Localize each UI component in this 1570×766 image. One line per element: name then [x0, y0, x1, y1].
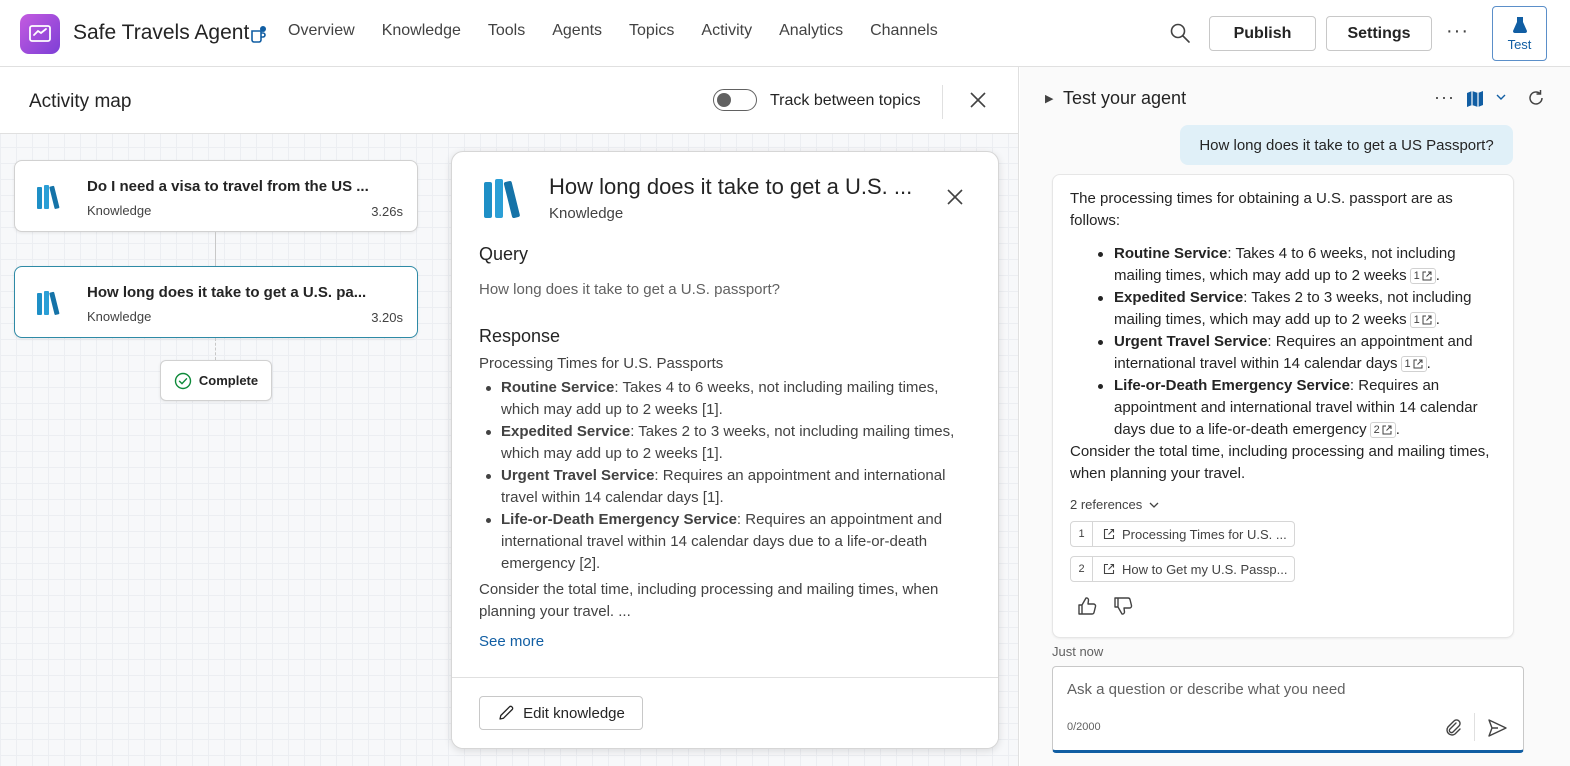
detail-footer: [452, 677, 999, 749]
edit-knowledge-button[interactable]: [479, 696, 643, 730]
list-item: [501, 377, 969, 421]
external-link-icon: [1382, 425, 1392, 435]
reference-title: How to Get my U.S. Passp...: [1122, 561, 1288, 577]
app-title: Safe Travels Agent: [73, 21, 250, 44]
top-bar: [0, 0, 1570, 67]
test-agent-panel: [1020, 67, 1570, 766]
collapse-chevron-icon[interactable]: ▶: [1045, 93, 1054, 105]
response-consider: Consider the total time, including processing and mailing times, when planning your travel. ...: [479, 581, 939, 620]
nav-overview[interactable]: Overview: [288, 22, 355, 39]
item-text: : Requires an appointment and international travel within 14 calendar days due to a life-or-death emergency: [1114, 377, 1478, 438]
test-button[interactable]: [1492, 6, 1547, 61]
item-label: Life-or-Death Emergency Service: [1114, 377, 1350, 394]
list-item: Expedited Service: Takes 2 to 3 weeks, not including mailing times, which may add up to 2 weeks 1 .: [1114, 287, 1506, 331]
nav-topics[interactable]: Topics: [629, 22, 675, 39]
message-timestamp: Just now: [1052, 644, 1104, 659]
close-activity-map-icon[interactable]: [966, 88, 990, 112]
node-connector: [215, 338, 216, 360]
node-duration: 3.20s: [371, 310, 403, 325]
external-link-icon: [1422, 315, 1432, 325]
attach-icon[interactable]: [1443, 717, 1463, 737]
complete-node: [160, 360, 272, 401]
nav-channels[interactable]: Channels: [870, 22, 938, 39]
item-label: Expedited Service: [1114, 289, 1244, 306]
citation-number: 1: [1413, 314, 1420, 326]
check-circle-icon: [174, 372, 192, 390]
reference-chip[interactable]: [1070, 556, 1295, 582]
response-heading: Response: [479, 326, 561, 346]
nav-agents[interactable]: Agents: [552, 22, 603, 39]
more-options-icon[interactable]: ···: [1434, 87, 1455, 107]
item-text: : Takes 2 to 3 weeks, not including mailing times, which may add up to 2 weeks: [1114, 289, 1472, 328]
node-type: Knowledge: [87, 203, 152, 218]
citation-badge[interactable]: [1370, 422, 1396, 438]
map-icon[interactable]: [1466, 90, 1484, 108]
list-item: [501, 465, 969, 509]
list-item: [501, 421, 969, 465]
send-icon[interactable]: [1486, 717, 1508, 739]
item-text: : Requires an appointment and international travel within 14 calendar days [1].: [501, 467, 946, 506]
list-item: Life-or-Death Emergency Service: Requires an appointment and international travel within 14 calendar days due to a life-or-death emergency 2 .: [1114, 375, 1506, 441]
test-button-label: Test: [1507, 36, 1532, 52]
nav-activity[interactable]: Activity: [701, 22, 753, 39]
search-icon[interactable]: [1168, 21, 1192, 45]
node-type: Knowledge: [87, 309, 152, 324]
track-between-topics-label: Track between topics: [770, 92, 921, 109]
input-divider: [1474, 713, 1475, 741]
nav-knowledge[interactable]: Knowledge: [381, 22, 461, 39]
bot-list: [1070, 243, 1506, 441]
thumbs-down-icon[interactable]: [1112, 595, 1134, 617]
detail-body[interactable]: [479, 244, 969, 660]
reference-chip[interactable]: [1070, 521, 1295, 547]
activity-node-visa[interactable]: [14, 160, 418, 232]
item-label: Life-or-Death Emergency Service: [501, 511, 737, 528]
external-link-icon: [1413, 359, 1423, 369]
external-link-icon: [1103, 528, 1115, 540]
item-label: Urgent Travel Service: [1114, 333, 1268, 350]
item-label: Urgent Travel Service: [501, 467, 655, 484]
activity-map-panel: [0, 67, 1019, 766]
citation-number: 1: [1413, 270, 1420, 282]
settings-button[interactable]: Settings: [1326, 16, 1432, 51]
item-text: : Requires an appointment and international travel within 14 calendar days: [1114, 333, 1473, 372]
reference-number: 2: [1071, 557, 1093, 581]
more-options-icon[interactable]: ···: [1446, 20, 1469, 42]
item-label: Routine Service: [1114, 245, 1228, 262]
edit-knowledge-label: Edit knowledge: [523, 704, 625, 722]
pencil-icon: [497, 704, 515, 722]
node-connector: [215, 232, 216, 266]
refresh-icon[interactable]: [1526, 88, 1546, 108]
user-message: How long does it take to get a US Passport?: [1180, 125, 1513, 165]
item-label: Routine Service: [501, 379, 615, 396]
nav-tools[interactable]: Tools: [487, 22, 526, 39]
bot-message: [1052, 174, 1514, 638]
test-panel-title: Test your agent: [1063, 88, 1187, 108]
item-text: : Requires an appointment and international travel within 14 calendar days due to a life-or-death emergency [2].: [501, 511, 943, 572]
query-text: How long does it take to get a U.S. passport?: [479, 281, 781, 298]
agent-status-icon[interactable]: [247, 23, 269, 45]
list-item: [501, 509, 969, 575]
activity-map-title: Activity map: [29, 91, 132, 112]
bot-intro: The processing times for obtaining a U.S. passport are as follows:: [1070, 190, 1453, 229]
see-more-link[interactable]: See more: [479, 633, 545, 650]
node-duration: 3.26s: [371, 204, 403, 219]
citation-badge[interactable]: [1410, 268, 1436, 284]
item-text: : Takes 4 to 6 weeks, not including mailing times, which may add up to 2 weeks [1].: [501, 379, 939, 418]
reference-number: 1: [1071, 522, 1093, 546]
node-title: Do I need a visa to travel from the US ...: [87, 178, 369, 195]
flask-icon: [1512, 16, 1528, 34]
bot-consider: Consider the total time, including processing and mailing times, when planning your travel.: [1070, 443, 1490, 482]
chat-input[interactable]: [1067, 681, 1507, 698]
publish-button[interactable]: Publish: [1209, 16, 1316, 51]
item-label: Expedited Service: [501, 423, 631, 440]
node-title: How long does it take to get a U.S. pa...: [87, 284, 367, 301]
reference-title: Processing Times for U.S. ...: [1122, 526, 1287, 542]
response-list: [479, 377, 969, 575]
detail-type: Knowledge: [549, 205, 624, 222]
item-text: : Takes 4 to 6 weeks, not including mailing times, which may add up to 2 weeks: [1114, 245, 1456, 284]
agent-logo-icon: [27, 21, 53, 47]
app-logo: [20, 14, 60, 54]
header-divider: [942, 85, 943, 119]
citation-number: 1: [1404, 358, 1411, 370]
external-link-icon: [1103, 563, 1115, 575]
chat-input-box: [1052, 666, 1524, 753]
item-text: : Takes 2 to 3 weeks, not including mailing times, which may add up to 2 weeks [1].: [501, 423, 955, 462]
close-detail-icon[interactable]: [944, 186, 966, 208]
references-label: 2 references: [1070, 497, 1143, 512]
query-heading: Query: [479, 244, 529, 264]
list-item: Urgent Travel Service: Requires an appointment and international travel within 14 calendar days 1 .: [1114, 331, 1506, 375]
knowledge-books-icon: [35, 181, 67, 213]
activity-node-passport[interactable]: [14, 266, 418, 338]
citation-number: 2: [1373, 424, 1380, 436]
thumbs-up-icon[interactable]: [1076, 595, 1098, 617]
external-link-icon: [1422, 271, 1432, 281]
complete-label: Complete: [198, 373, 259, 388]
activity-map-header: [0, 67, 1018, 134]
list-item: Routine Service: Takes 4 to 6 weeks, not including mailing times, which may add up to 2 weeks 1 .: [1114, 243, 1506, 287]
toggle-knob: [717, 93, 731, 107]
knowledge-books-icon: [482, 176, 528, 220]
citation-badge[interactable]: [1401, 356, 1427, 372]
track-between-topics-toggle[interactable]: [713, 89, 757, 111]
knowledge-books-icon: [35, 287, 67, 319]
detail-title: How long does it take to get a U.S. ...: [549, 174, 913, 199]
main-nav: [288, 22, 965, 40]
response-subtitle: Processing Times for U.S. Passports: [479, 355, 724, 372]
knowledge-detail-card: [451, 151, 999, 749]
chevron-down-icon[interactable]: [1495, 91, 1507, 103]
references-toggle[interactable]: [1070, 497, 1160, 512]
citation-badge[interactable]: [1410, 312, 1436, 328]
nav-analytics[interactable]: Analytics: [779, 22, 844, 39]
char-count: 0/2000: [1067, 721, 1101, 733]
chevron-down-icon: [1148, 499, 1160, 511]
